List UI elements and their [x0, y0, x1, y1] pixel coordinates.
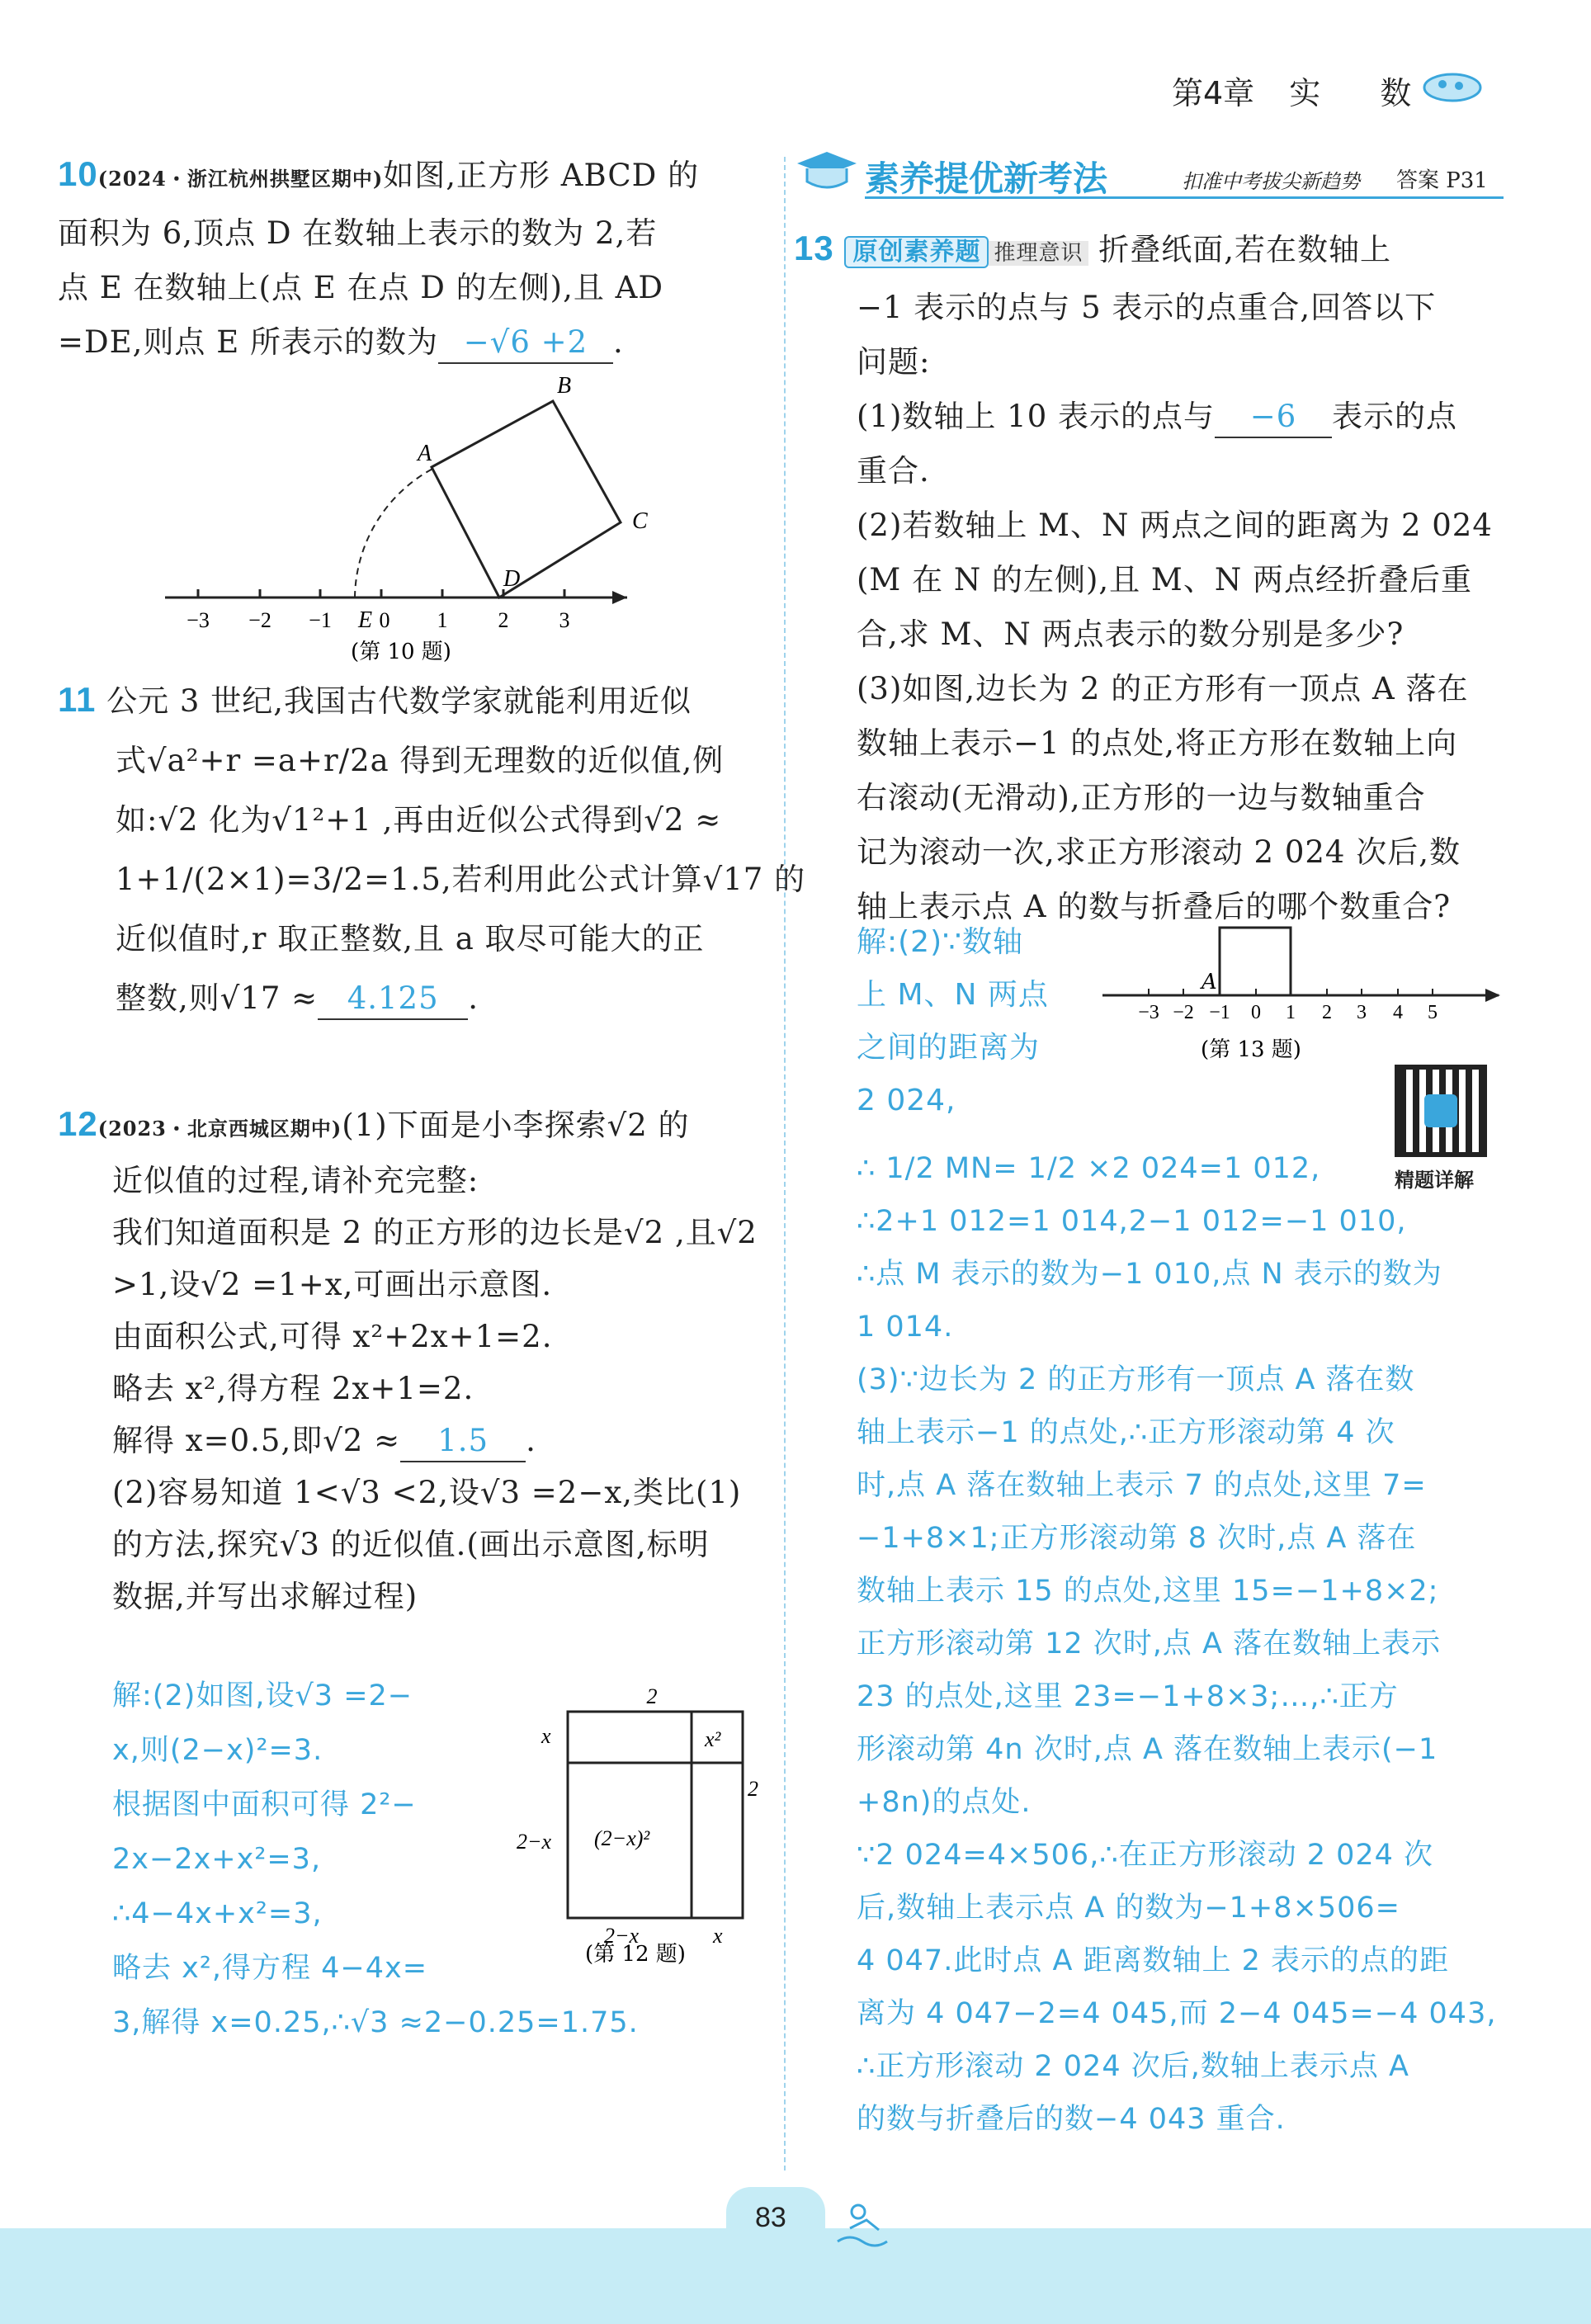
- figure-label: x: [541, 1724, 551, 1748]
- question-12: [58, 1098, 767, 1623]
- text-line: 整数,则√17 ≈: [116, 980, 319, 1016]
- figure-caption: (第 10 题): [351, 640, 451, 664]
- text-line: (3)如图,边长为 2 的正方形有一顶点 A 落在: [857, 671, 1469, 706]
- solution-line: 解:(2)∵数轴: [857, 925, 1024, 959]
- figure-10: [157, 363, 648, 668]
- solution-13: [857, 1142, 1508, 2146]
- solution-line: 略去 x²,得方程 4−4x=: [112, 1952, 428, 1985]
- section-title: 素养提优新考法: [865, 158, 1108, 199]
- answer-blank: −6: [1215, 397, 1332, 438]
- question-number: 11: [58, 680, 97, 719]
- solution-line: 上 M、N 两点: [857, 978, 1049, 1012]
- chapter-label: 第4章: [1172, 75, 1255, 111]
- axis-tick: 5: [1428, 1002, 1438, 1023]
- solution-line: +8n)的点处.: [857, 1786, 1032, 1819]
- text-line: (1)数轴上 10 表示的点与: [857, 399, 1216, 434]
- text-line: 合,求 M、N 两点表示的数分别是多少?: [857, 616, 1405, 652]
- solution-line: 的数与折叠后的数−4 043 重合.: [857, 2103, 1286, 2136]
- point-label: C: [632, 508, 648, 534]
- figure-label: x: [713, 1924, 723, 1948]
- text-line: 右滚动(无滑动),正方形的一边与数轴重合: [857, 780, 1426, 815]
- question-10: [58, 147, 767, 370]
- question-11: [58, 670, 806, 1028]
- text-line: 表示的点: [1332, 399, 1458, 434]
- text-line: 如图,正方形 ABCD 的: [383, 158, 700, 193]
- text-line: 问题:: [857, 344, 931, 380]
- solution-line: x,则(2−x)²=3.: [112, 1734, 323, 1767]
- text-line: 近似值的过程,请补充完整:: [112, 1163, 479, 1198]
- question-13: [794, 221, 1504, 934]
- point-label: D: [503, 566, 521, 592]
- solution-line: ∴点 M 表示的数为−1 010,点 N 表示的数为: [857, 1258, 1442, 1291]
- text-line: 略去 x²,得方程 2x+1=2.: [112, 1371, 474, 1406]
- text-line: .: [468, 980, 479, 1016]
- point-label: B: [557, 373, 572, 399]
- axis-tick: −2: [1173, 1002, 1194, 1023]
- axis-tick: 4: [1393, 1002, 1403, 1023]
- text-line: 近似值时,r 取正整数,且 a 取尽可能大的正: [116, 921, 705, 957]
- solution-line: −1+8×1;正方形滚动第 8 次时,点 A 落在: [857, 1522, 1417, 1555]
- answer-blank: 1.5: [400, 1421, 526, 1462]
- text-line: 轴上表示点 A 的数与折叠后的哪个数重合?: [857, 889, 1452, 924]
- figure-caption: (第 12 题): [585, 1942, 686, 1967]
- solution-line: 23 的点处,这里 23=−1+8×3;…,∴正方: [857, 1680, 1399, 1713]
- axis-tick: 0: [379, 608, 390, 632]
- solution-line: 根据图中面积可得 2²−: [112, 1788, 417, 1821]
- axis-tick: 2: [498, 608, 509, 632]
- solution-line: 时,点 A 落在数轴上表示 7 的点处,这里 7=: [857, 1469, 1427, 1502]
- solution-line: 2x−2x+x²=3,: [112, 1843, 322, 1876]
- answer-blank: −√6 +2: [438, 323, 613, 364]
- page-number: 83: [755, 2202, 786, 2233]
- text-line: 由面积公式,可得 x²+2x+1=2.: [112, 1319, 553, 1354]
- swimmer-icon: [833, 2195, 899, 2253]
- point-label: A: [1202, 970, 1217, 994]
- solution-line: ∴2+1 012=1 014,2−1 012=−1 010,: [857, 1205, 1407, 1238]
- point-label: E: [358, 607, 373, 633]
- solution-line: 数轴上表示 15 的点处,这里 15=−1+8×2;: [857, 1575, 1439, 1608]
- text-line: 式√a²+r =a+r/2a 得到无理数的近似值,例: [116, 743, 725, 778]
- axis-tick: −3: [1138, 1002, 1159, 1023]
- axis-tick: −1: [1209, 1002, 1230, 1023]
- figure-label: (2−x)²: [594, 1826, 650, 1850]
- solution-line: 4 047.此时点 A 距离数轴上 2 表示的点的距: [857, 1944, 1450, 1977]
- solution-line: ∴ 1/2 MN= 1/2 ×2 024=1 012,: [857, 1152, 1321, 1185]
- text-line: −1 表示的点与 5 表示的点重合,回答以下: [857, 290, 1437, 325]
- text-line: 1+1/(2×1)=3/2=1.5,若利用此公式计算√17 的: [116, 862, 806, 897]
- solution-line: ∵2 024=4×506,∴在正方形滚动 2 024 次: [857, 1839, 1434, 1872]
- solution-line: (3)∵边长为 2 的正方形有一顶点 A 落在数: [857, 1363, 1415, 1396]
- solution-line: 形滚动第 4n 次时,点 A 落在数轴上表示(−1: [857, 1733, 1438, 1766]
- play-icon: [1424, 1094, 1457, 1127]
- text-line: 重合.: [857, 453, 930, 489]
- axis-tick: 2: [1322, 1002, 1332, 1023]
- text-line: 记为滚动一次,求正方形滚动 2 024 次后,数: [857, 834, 1461, 870]
- chapter-title-2: 数: [1380, 75, 1412, 111]
- axis-tick: 1: [1286, 1002, 1296, 1023]
- figure-12: [512, 1684, 776, 1967]
- page-header: [1172, 68, 1411, 113]
- figure-13: [1098, 916, 1510, 1065]
- figure-label: 2: [748, 1777, 758, 1801]
- solution-line: 3,解得 x=0.25,∴√3 ≈2−0.25=1.75.: [112, 2006, 639, 2039]
- cloud-icon: [1419, 64, 1485, 106]
- axis-tick: −2: [248, 608, 271, 632]
- text-line: (2)容易知道 1<√3 <2,设√3 =2−x,类比(1): [112, 1475, 742, 1510]
- text-line: 数据,并写出求解过程): [112, 1579, 418, 1614]
- text-line: .: [526, 1423, 536, 1458]
- solution-line: ∴4−4x+x²=3,: [112, 1897, 323, 1930]
- text-line: (M 在 N 的左侧),且 M、N 两点经折叠后重: [857, 562, 1472, 598]
- qr-label: 精题详解: [1395, 1169, 1474, 1192]
- original-question-badge: 原创素养题: [844, 236, 989, 268]
- question-number: 10: [58, 154, 98, 193]
- text-line: (1)下面是小李探索√2 的: [342, 1108, 690, 1143]
- axis-tick: 1: [437, 608, 448, 632]
- figure-label: 2: [646, 1684, 658, 1708]
- text-line: 数轴上表示−1 的点处,将正方形在数轴上向: [857, 725, 1458, 761]
- solution-line: 正方形滚动第 12 次时,点 A 落在数轴上表示: [857, 1627, 1442, 1660]
- text-line: .: [612, 324, 624, 360]
- solution-line: 之间的距离为: [857, 1031, 1041, 1065]
- solution-line: 后,数轴上表示点 A 的数为−1+8×506=: [857, 1892, 1400, 1925]
- text-line: (2)若数轴上 M、N 两点之间的距离为 2 024: [857, 508, 1493, 543]
- question-source: (2024・浙江杭州拱墅区期中): [97, 167, 384, 191]
- figure-label: x²: [705, 1727, 721, 1751]
- chapter-title-1: 实: [1289, 75, 1321, 111]
- reasoning-badge: 推理意识: [989, 241, 1088, 266]
- point-label: A: [418, 441, 432, 466]
- text-line: 我们知道面积是 2 的正方形的边长是√2 ,且√2: [112, 1215, 758, 1250]
- solution-line: 解:(2)如图,设√3 =2−: [112, 1679, 413, 1712]
- question-source: (2023・北京西城区期中): [97, 1117, 342, 1141]
- solution-line: 2 024,: [857, 1084, 956, 1117]
- text-line: 折叠纸面,若在数轴上: [1098, 232, 1392, 267]
- text-line: 的方法,探究√3 的近似值.(画出示意图,标明: [112, 1527, 710, 1562]
- axis-tick: 3: [1357, 1002, 1367, 1023]
- banner-underline: [865, 196, 1504, 199]
- question-number: 13: [794, 229, 834, 267]
- solution-line: 1 014.: [857, 1311, 954, 1344]
- solution-line: ∴正方形滚动 2 024 次后,数轴上表示点 A: [857, 2050, 1409, 2083]
- axis-tick: −1: [309, 608, 332, 632]
- section-subtitle: 扣准中考拔尖新趋势: [1182, 170, 1360, 193]
- text-line: >1,设√2 =1+x,可画出示意图.: [112, 1267, 553, 1302]
- text-line: 面积为 6,顶点 D 在数轴上表示的数为 2,若: [58, 215, 658, 251]
- axis-tick: −3: [186, 608, 210, 632]
- text-line: =DE,则点 E 所表示的数为: [58, 324, 438, 360]
- text-line: 点 E 在数轴上(点 E 在点 D 的左侧),且 AD: [58, 270, 664, 305]
- text-line: 公元 3 世纪,我国古代数学家就能利用近似: [106, 683, 692, 719]
- figure-caption: (第 13 题): [1201, 1037, 1301, 1062]
- solution-line: 轴上表示−1 的点处,∴正方形滚动第 4 次: [857, 1416, 1395, 1449]
- figure-label: 2−x: [517, 1830, 552, 1854]
- figure-label: 2−x: [604, 1924, 640, 1948]
- solution-line: 离为 4 047−2=4 045,而 2−4 045=−4 043,: [857, 1997, 1497, 2030]
- column-divider: [784, 157, 786, 2170]
- section-banner: [794, 147, 1504, 201]
- answer-blank: 4.125: [318, 979, 468, 1020]
- question-number: 12: [58, 1104, 98, 1143]
- axis-tick: 3: [559, 608, 570, 632]
- text-line: 如:√2 化为√1²+1 ,再由近似公式得到√2 ≈: [116, 802, 722, 838]
- axis-tick: 0: [1251, 1002, 1261, 1023]
- graduation-cap-icon: [794, 147, 860, 201]
- text-line: 解得 x=0.5,即√2 ≈: [112, 1423, 401, 1458]
- solution-13-intro: [857, 916, 1104, 1127]
- answer-reference: 答案 P31: [1396, 168, 1488, 193]
